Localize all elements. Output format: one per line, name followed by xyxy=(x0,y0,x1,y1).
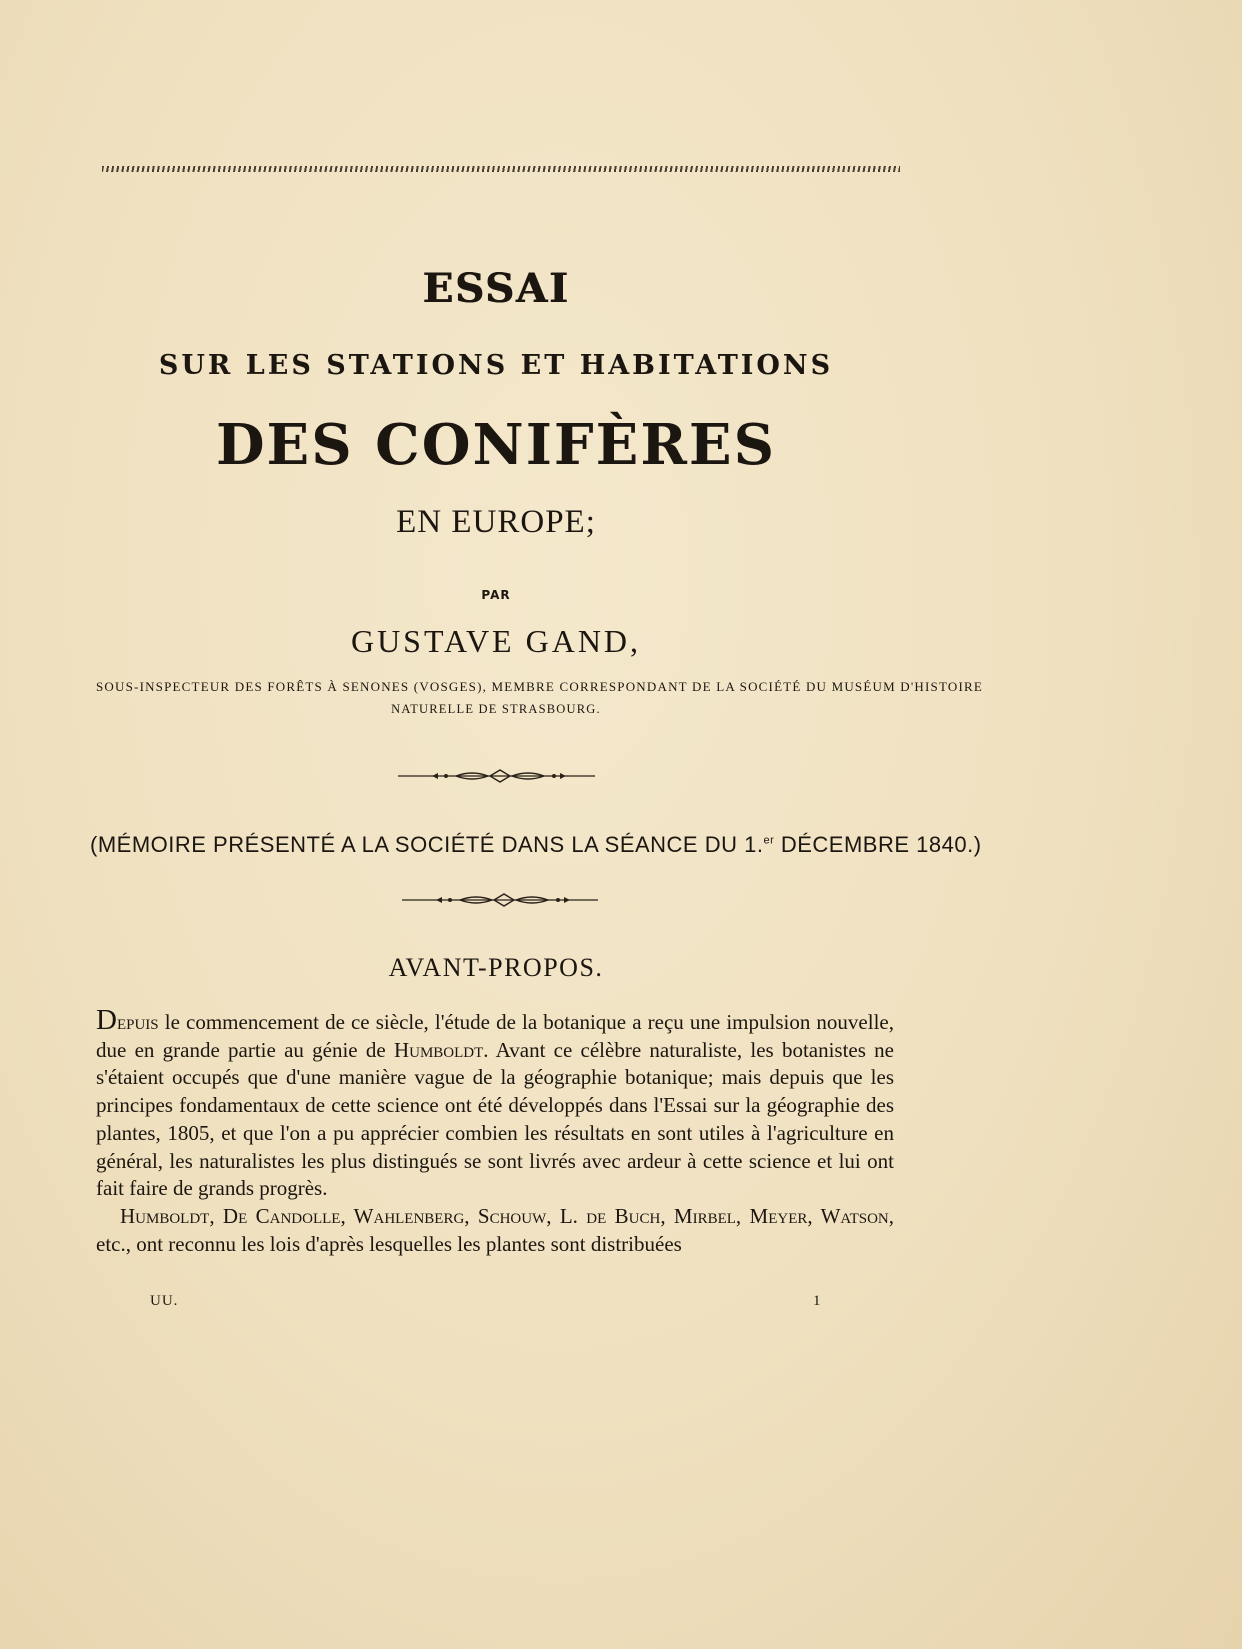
byline-par: PAR xyxy=(481,588,511,602)
body-text xyxy=(96,1004,894,1258)
paragraph-1: Depuis le commencement de ce siècle, l'étude de la botanique a reçu une impulsion nouvelle, due en grande partie au génie de Humboldt. Avant ce célèbre naturaliste, les botanistes ne s'étaient occupés que d'une manière vague de la géographie botanique; mais depuis que les principes fondamentaux de cette science ont été développés dans l'Essai sur la géographie des plantes, 1805, et que l'on a pu apprécier combien les résultats en sont utiles à l'agriculture en général, les naturalistes les plus distingués se sont livrés avec ardeur à cette science et lui ont fait faire de grands progrès. xyxy=(96,1004,894,1201)
title-main: DES CONIFÈRES xyxy=(215,412,777,478)
author-affiliation-line1: SOUS-INSPECTEUR DES FORÊTS À SENONES (VOSGES), MEMBRE CORRESPONDANT DE LA SOCIÉTÉ DU MUSÉUM D'HISTOIRE xyxy=(96,679,984,694)
signature-mark: UU. xyxy=(150,1293,179,1309)
top-decorative-rule xyxy=(102,166,900,172)
author-name: GUSTAVE GAND, xyxy=(350,623,642,659)
title-subtitle: SUR LES STATIONS ET HABITATIONS xyxy=(158,350,834,381)
ornament-divider-2 xyxy=(0,893,1242,907)
memoire-note: (MÉMOIRE PRÉSENTÉ A LA SOCIÉTÉ DANS LA SÉANCE DU 1.$^{er}$ DÉCEMBRE 1840.) xyxy=(90,832,982,857)
paragraph-2: Humboldt, De Candolle, Wahlenberg, Schouw, L. de Buch, Mirbel, Meyer, Watson, etc., ont reconnu les lois d'après lesquelles les plantes sont distribuées xyxy=(96,1203,894,1256)
title-region: EN EUROPE; xyxy=(396,504,596,540)
author-affiliation-line2: NATURELLE DE STRASBOURG. xyxy=(391,702,601,716)
section-heading: AVANT-PROPOS. xyxy=(388,953,604,982)
title-essai: ESSAI xyxy=(422,265,570,312)
page-number: 1 xyxy=(813,1293,822,1309)
ornament-divider-1 xyxy=(0,769,1242,783)
